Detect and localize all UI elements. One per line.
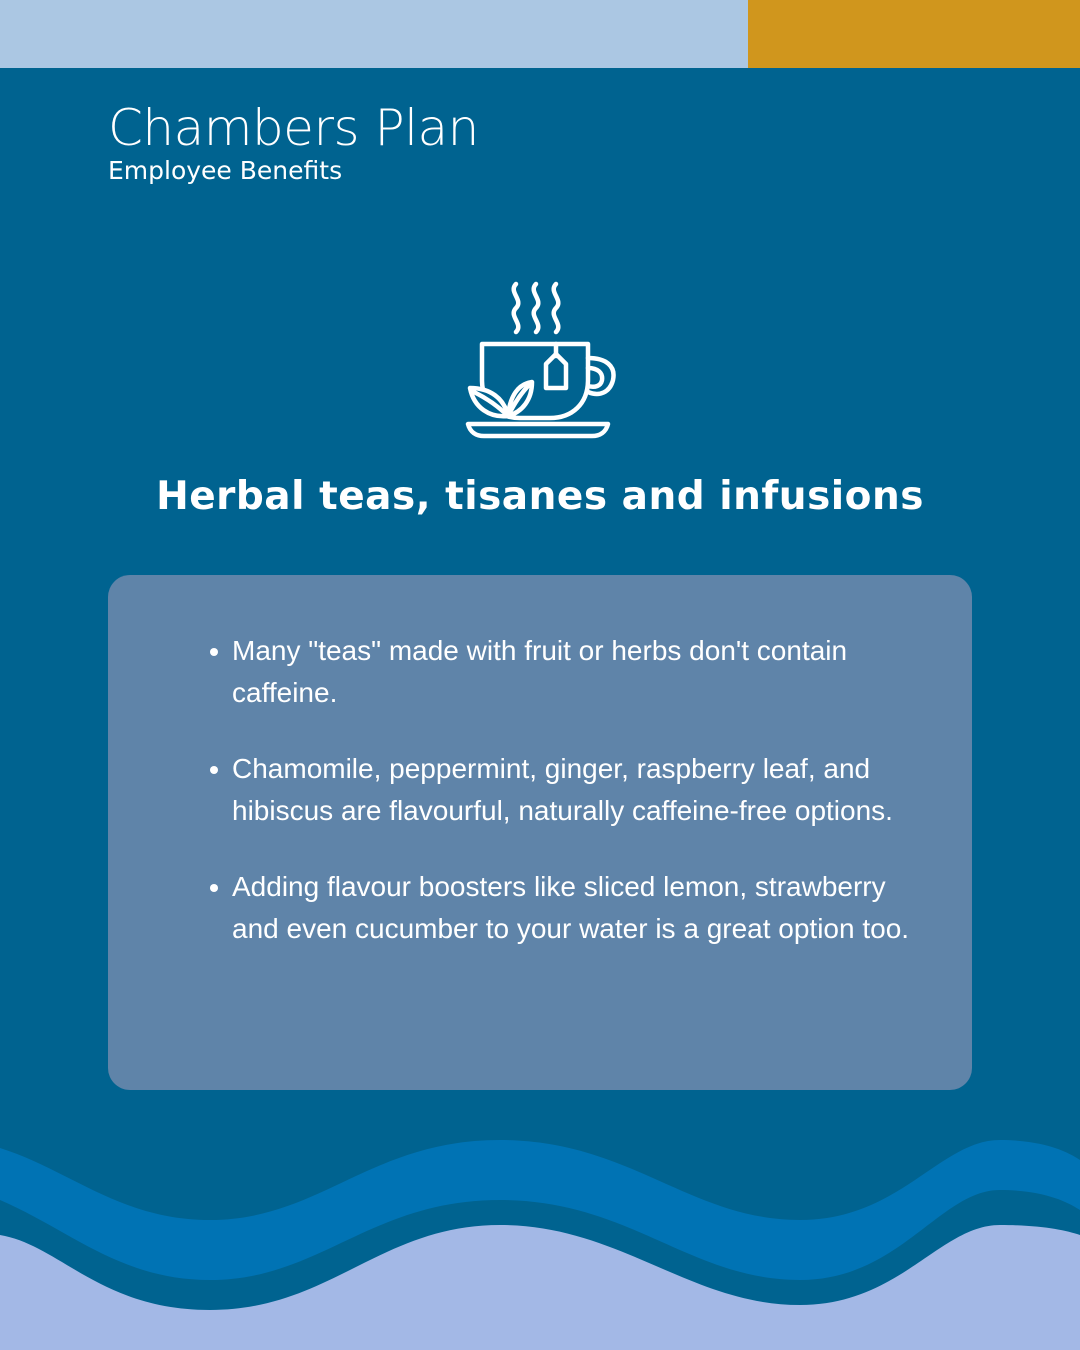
bullet-icon [210, 884, 218, 892]
brand-logo [108, 98, 479, 186]
list-item [210, 748, 910, 832]
tips-card [108, 575, 972, 1090]
tip-text: Adding flavour boosters like sliced lemon, strawberry and even cucumber to your water is a great option too. [232, 871, 910, 944]
bullet-icon [210, 648, 218, 656]
decorative-waves [0, 1120, 1080, 1350]
tea-cup-icon [460, 280, 620, 440]
bullet-icon [210, 766, 218, 774]
tip-text: Chamomile, peppermint, ginger, raspberry leaf, and hibiscus are flavourful, naturally caffeine-free options. [232, 753, 893, 826]
top-bar-accent [748, 0, 1080, 68]
page-title: Herbal teas, tisanes and infusions [156, 474, 924, 519]
brand-subtitle: Employee Benefits [108, 156, 343, 185]
brand-name: Chambers Plan [108, 99, 479, 157]
list-item [210, 866, 910, 950]
list-item [210, 630, 910, 714]
tips-list [210, 630, 910, 984]
top-bar-light [0, 0, 748, 68]
tip-text: Many "teas" made with fruit or herbs don't contain caffeine. [232, 635, 848, 708]
